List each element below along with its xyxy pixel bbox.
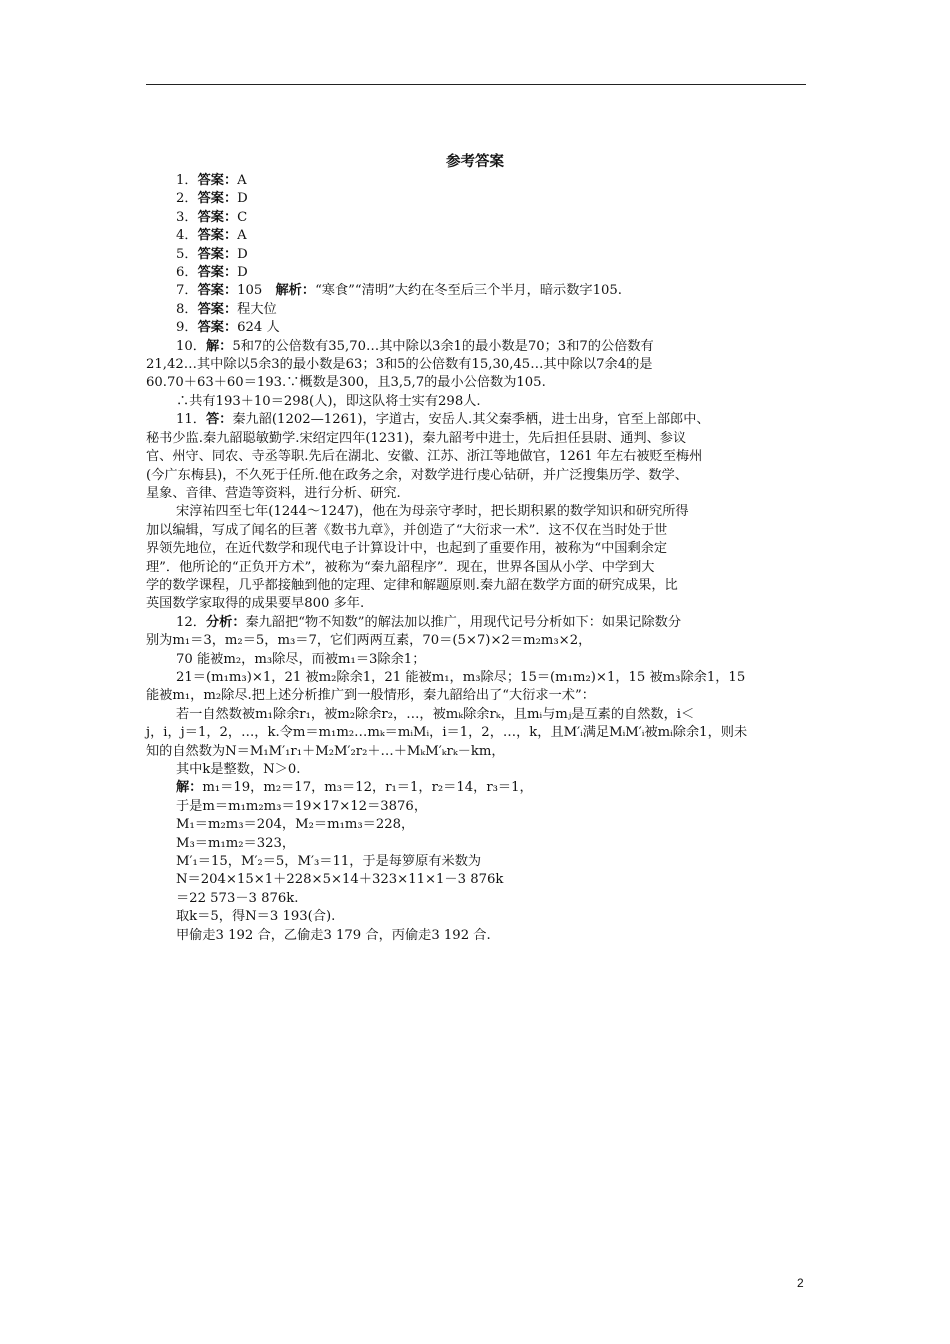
q11-p2-line: 英国数学家取得的成果要早800 多年. <box>146 596 365 612</box>
q11-p1-line: (今广东梅县)，不久死于任所.他在政务之余，对数学进行虔心钻研，并广泛搜集历学、数学、 <box>146 467 688 483</box>
q12-line: 知的自然数为N＝M₁M′₁r₁＋M₂M′₂r₂＋…＋MₖM′ₖrₖ－km， <box>146 743 505 759</box>
q12-solution-line: 于是m＝m₁m₂m₃＝19×17×12＝3876， <box>176 798 428 814</box>
answer-item <box>146 227 810 245</box>
answer-text: C <box>237 209 248 225</box>
answer-item <box>146 172 810 190</box>
answer-text: A <box>237 228 247 244</box>
header-rule <box>146 84 806 85</box>
q10-line-1 <box>146 338 810 356</box>
answer-number: 1． <box>176 173 198 188</box>
answer-list <box>146 172 810 338</box>
q11-p2-line: 理”．他所论的“正负开方术”，被称为“秦九韶程序”．现在，世界各国从小学、中学到大 <box>146 559 655 575</box>
answer-label: 答案： <box>197 265 238 281</box>
answer-number: 3． <box>176 209 198 225</box>
answer-label: 答案： <box>197 228 238 244</box>
q11-label: 答： <box>205 412 233 428</box>
answer-number: 9． <box>176 320 198 336</box>
answer-number: 6． <box>176 265 198 281</box>
q11-text: 秦九韶(1202—1261)，字道古，安岳人.其父秦季栖，进士出身，官至上部郎中、 <box>232 412 710 428</box>
q12-line: 别为m₁＝3，m₂＝5，m₃＝7，它们两两互素，70＝(5×7)×2＝m₂m₃×2， <box>146 633 592 649</box>
answer-number: 8． <box>176 301 198 317</box>
q12-label: 分析： <box>205 614 246 630</box>
answer-item <box>146 264 810 282</box>
answer-label: 答案： <box>197 173 238 188</box>
answer-number: 4． <box>176 228 198 244</box>
q10-block <box>146 338 810 412</box>
q12-line: 其中k是整数，N＞0. <box>176 762 301 777</box>
q12-text: 秦九韶把“物不知数”的解法加以推广，用现代记号分析如下：如果记除数分 <box>245 614 682 630</box>
answer-number: 2． <box>176 191 198 207</box>
q10-line-2: 21,42…其中除以5余3的最小数是63；3和5的公倍数有15,30,45…其中除以7余4的是 <box>146 357 653 373</box>
answer-text: D <box>237 246 248 262</box>
answer-label: 答案： <box>197 320 238 336</box>
answer-label: 答案： <box>197 283 238 299</box>
analysis-label: 解析： <box>275 283 316 299</box>
answer-label: 答案： <box>197 191 238 207</box>
q11-p1-line: 秘书少监.秦九韶聪敏勤学.宋绍定四年(1231)，秦九韶考中进士，先后担任县尉、通判、参议 <box>146 430 687 446</box>
answer-item <box>146 209 810 227</box>
q12-solution-text: m₁＝19，m₂＝17，m₃＝12，r₁＝1，r₂＝14，r₃＝1， <box>202 780 533 796</box>
q11-p2-line: 界领先地位，在近代数学和现代电子计算设计中，也起到了重要作用，被称为“中国剩余定 <box>146 541 668 557</box>
answer-item <box>146 282 810 300</box>
q12-line: 若一自然数被m₁除余r₁，被m₂除余r₂，…，被mₖ除余rₖ，且mᵢ与mⱼ是互素的自然数，i＜ <box>176 706 695 722</box>
page-title: 参考答案 <box>446 153 504 170</box>
answer-text: 624 人 <box>237 320 280 336</box>
q12-solution-line: M′₁＝15，M′₂＝5，M′₃＝11，于是每箩原有米数为 <box>176 854 482 870</box>
q12-line: j，i，j＝1，2，…，k.令m＝m₁m₂…mₖ＝mᵢMᵢ，i＝1，2，…，k，且M′ᵢ满足MᵢM′ᵢ被mᵢ除余1，则未 <box>146 725 748 741</box>
q11-p2-line: 宋淳祐四至七年(1244～1247)，他在为母亲守孝时，把长期积累的数学知识和研究所得 <box>176 504 689 520</box>
q12-solution-line: 取k＝5，得N＝3 193(合). <box>176 909 336 925</box>
q12-line-1 <box>146 614 810 632</box>
q12-block <box>146 614 810 945</box>
q12-solution-line: M₃＝m₁m₂＝323， <box>176 835 296 851</box>
answer-text: D <box>237 265 248 281</box>
answer-text: 程大位 <box>237 301 277 317</box>
q12-number: 12． <box>176 614 206 630</box>
q11-p1-line: 星象、音律、营造等资料，进行分析、研究. <box>146 485 401 501</box>
q10-conclusion: ∴共有193＋10＝298(人)，即这队将士实有298人. <box>176 393 481 409</box>
q10-line-3: 60.70＋63＋60＝193.∵概数是300，且3,5,7的最小公倍数为105. <box>146 375 546 391</box>
q12-solution-line-1 <box>146 779 810 797</box>
page-number: 2 <box>797 1276 804 1290</box>
analysis-text: “寒食”“清明”大约在冬至后三个半月，暗示数字105. <box>315 283 622 299</box>
q11-p2-line: 学的数学课程，几乎都接触到他的定理、定律和解题原则.秦九韶在数学方面的研究成果，比 <box>146 577 678 593</box>
q12-solution-line: N＝204×15×1＋228×5×14＋323×11×1－3 876k <box>176 872 504 888</box>
answer-text: 105 <box>237 283 276 299</box>
answer-item <box>146 319 810 337</box>
q12-solution-label: 解： <box>176 780 203 796</box>
q12-solution-line: M₁＝m₂m₃＝204，M₂＝m₁m₃＝228， <box>176 817 415 833</box>
answer-label: 答案： <box>197 301 238 317</box>
q11-line-1 <box>146 411 810 429</box>
q10-number: 10． <box>176 338 206 354</box>
answer-item <box>146 190 810 208</box>
answer-content <box>146 172 810 945</box>
answer-text: A <box>237 173 247 188</box>
q12-line: 能被m₁，m₂除尽.把上述分析推广到一般情形，秦九韶给出了“大衍求一术”： <box>146 688 595 704</box>
answer-item <box>146 246 810 264</box>
answer-label: 答案： <box>197 209 238 225</box>
answer-number: 7． <box>176 283 198 299</box>
answer-item <box>146 301 810 319</box>
q12-solution-line: 甲偷走3 192 合，乙偷走3 179 合，丙偷走3 192 合. <box>176 927 491 943</box>
answer-text: D <box>237 191 248 207</box>
answer-label: 答案： <box>197 246 238 262</box>
q10-text: 5和7的公倍数有35,70…其中除以3余1的最小数是70；3和7的公倍数有 <box>232 338 654 354</box>
q12-line: 21＝(m₁m₃)×1，21 被m₂除余1，21 能被m₁，m₃除尽；15＝(m₁m₂)×1，15 被m₃除余1，15 <box>176 669 746 685</box>
q11-p2-line: 加以编辑，写成了闻名的巨著《数书九章》，并创造了“大衍求一术”．这不仅在当时处于世 <box>146 522 668 538</box>
q11-p1-line: 官、州守、同农、寺丞等职.先后在湖北、安徽、江苏、浙江等地做官，1261 年左右被贬至梅州 <box>146 449 703 465</box>
q10-label: 解： <box>205 338 233 354</box>
q12-solution-line: ＝22 573－3 876k. <box>176 890 299 906</box>
q11-block <box>146 411 810 613</box>
answer-number: 5． <box>176 246 198 262</box>
q12-line: 70 能被m₂，m₃除尽，而被m₁＝3除余1； <box>176 651 426 667</box>
q11-number: 11． <box>176 412 206 428</box>
